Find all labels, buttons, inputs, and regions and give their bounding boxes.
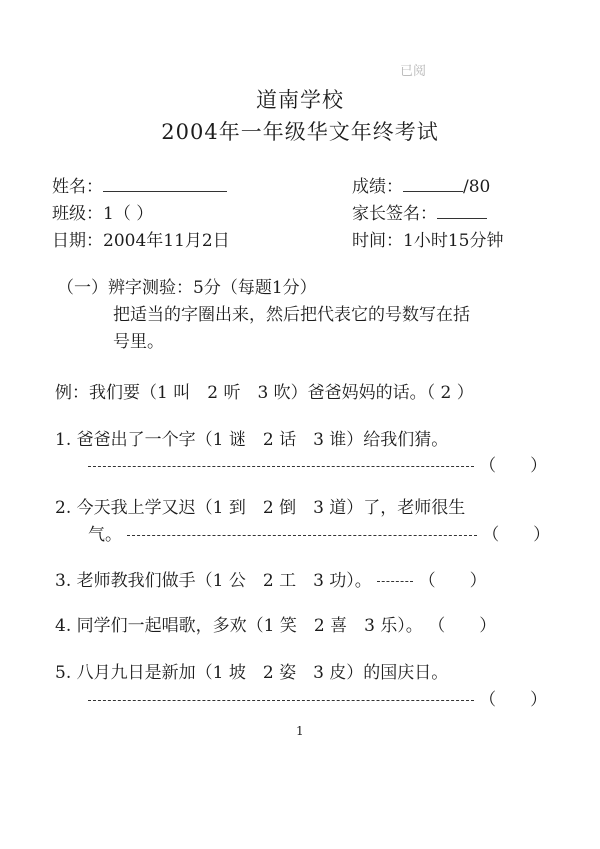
- parent-signature-blank[interactable]: [437, 204, 487, 219]
- parent-signature-field: [352, 199, 487, 224]
- score-blank[interactable]: [403, 177, 463, 192]
- answer-line-2: [88, 520, 550, 545]
- name-blank[interactable]: [103, 177, 227, 192]
- date-value: 2004年11月2日: [103, 231, 230, 251]
- question-5: [55, 658, 448, 683]
- question-4: [55, 611, 496, 636]
- school-name: 道南学校: [256, 88, 344, 112]
- exam-title: 2004年一年级华文年终考试: [161, 120, 439, 144]
- dashed-line: [88, 700, 474, 701]
- score-label: 成绩：: [352, 177, 403, 197]
- time-value: 1小时15分钟: [403, 231, 504, 251]
- parent-label: 家长签名：: [352, 204, 437, 224]
- name-label: 姓名：: [52, 177, 103, 197]
- question-number: 5.: [55, 663, 72, 683]
- page-number: 1: [296, 724, 304, 738]
- question-number: 4.: [55, 616, 72, 636]
- answer-parentheses[interactable]: （ ）: [479, 690, 548, 710]
- class-field: [52, 199, 153, 224]
- dashed-line: [88, 466, 474, 467]
- question-2: [55, 493, 465, 518]
- class-value[interactable]: 1（ ）: [103, 204, 154, 224]
- question-3: [55, 566, 487, 591]
- question-1: [55, 425, 448, 450]
- time-label: 时间：: [352, 231, 403, 251]
- section-instruction-line1: 把适当的字圈出来，然后把代表它的号数写在括: [113, 305, 470, 325]
- score-field: [352, 172, 490, 197]
- question-text-continued: 气。: [88, 525, 122, 545]
- date-label: 日期：: [52, 231, 103, 251]
- dashed-line: [377, 581, 413, 582]
- name-field: [52, 172, 227, 197]
- question-text: 今天我上学又迟（1 到 2 倒 3 道）了，老师很生: [76, 498, 466, 518]
- score-total: /80: [463, 177, 491, 197]
- corner-mark: 已阅: [400, 64, 427, 79]
- question-text: 同学们一起唱歌，多欢（1 笑 2 喜 3 乐）。: [76, 616, 423, 636]
- question-number: 1.: [55, 430, 72, 450]
- question-text: 八月九日是新加（1 坡 2 姿 3 皮）的国庆日。: [76, 663, 449, 683]
- example-question: 例：我们要（1 叫 2 听 3 吹）爸爸妈妈的话。（ 2 ）: [55, 383, 474, 403]
- date-field: [52, 226, 230, 251]
- question-number: 3.: [55, 571, 72, 591]
- class-label: 班级：: [52, 204, 103, 224]
- answer-parentheses[interactable]: （ ）: [428, 616, 497, 636]
- question-number: 2.: [55, 498, 72, 518]
- answer-parentheses[interactable]: （ ）: [418, 571, 487, 591]
- question-text: 爸爸出了一个字（1 谜 2 话 3 谁）给我们猜。: [76, 430, 449, 450]
- dashed-line: [127, 535, 477, 536]
- answer-line-5: [88, 685, 547, 710]
- answer-parentheses[interactable]: （ ）: [479, 456, 548, 476]
- time-field: [352, 226, 503, 251]
- question-text: 老师教我们做手（1 公 2 工 3 功）。: [76, 571, 372, 591]
- section-instruction-line2: 号里。: [113, 332, 164, 352]
- answer-parentheses[interactable]: （ ）: [482, 525, 551, 545]
- section-heading: （一）辨字测验：5分（每题1分）: [57, 278, 317, 298]
- answer-line-1: [88, 451, 547, 476]
